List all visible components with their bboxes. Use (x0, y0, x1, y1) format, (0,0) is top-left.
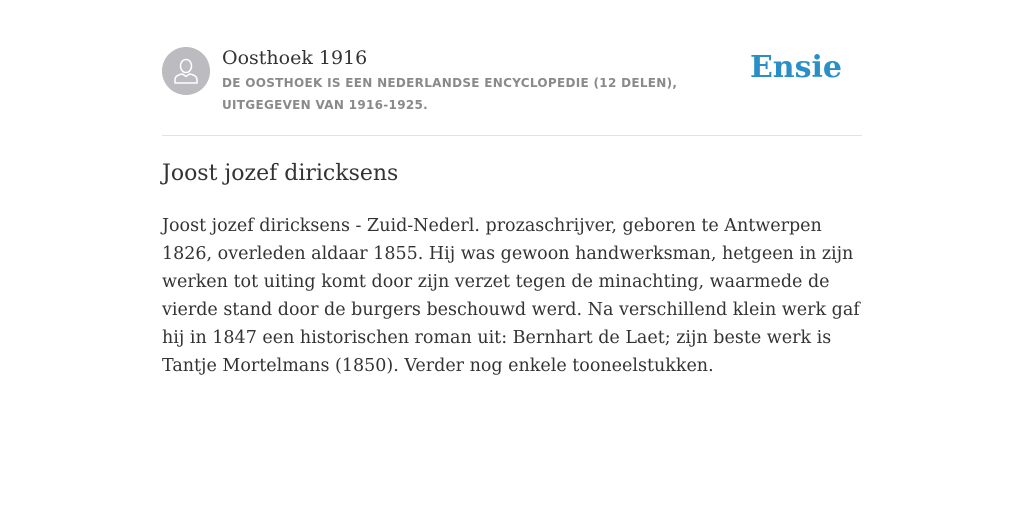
source-title[interactable]: Oosthoek 1916 (222, 47, 368, 69)
source-header (162, 0, 862, 136)
entry-title: Joost jozef diricksens (162, 161, 399, 186)
page-container (162, 0, 862, 376)
entry-body: Joost jozef diricksens - Zuid-Nederl. prozaschrijver, geboren te Antwerpen 1826, overleden aldaar 1855. Hij was gewoon handwerksman, hetgeen in zijn werken tot uiting komt door zijn verzet tegen de minachting, waarmede de vierde stand door de burgers beschouwd werd. Na verschillend klein werk gaf hij in 1847 een historischen roman uit: Bernhart de Laet; zijn beste werk is Tantje Mortelmans (1850). Verder nog enkele tooneelstukken. (162, 216, 860, 376)
user-icon[interactable] (162, 47, 210, 95)
ensie-logo[interactable]: Ensie (749, 50, 842, 85)
source-description: DE OOSTHOEK IS EEN NEDERLANDSE ENCYCLOPEDIE (12 DELEN), UITGEGEVEN VAN 1916-1925. (222, 76, 678, 112)
